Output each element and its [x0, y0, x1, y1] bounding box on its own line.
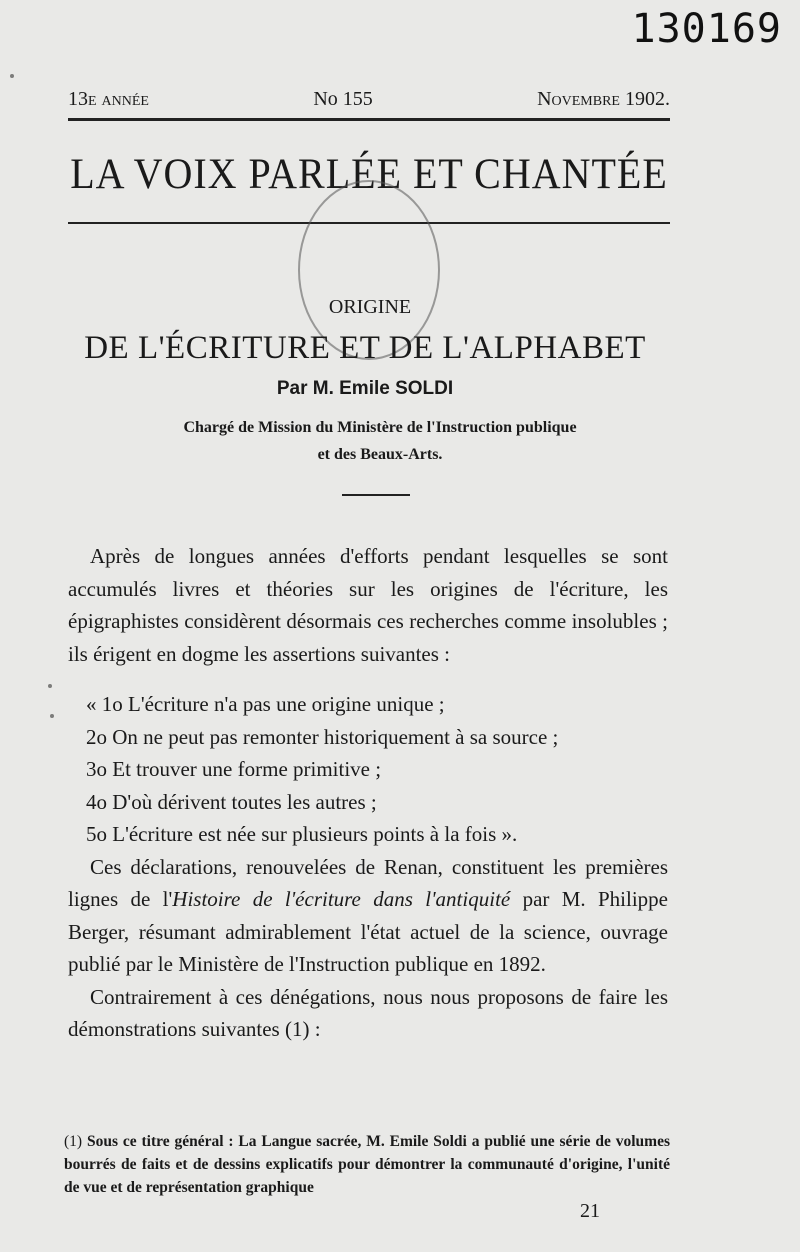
catalog-number: 130169 [631, 6, 782, 52]
footnote [64, 1130, 670, 1199]
assertion-item: 2o On ne peut pas remonter historiquement à sa source ; [86, 724, 559, 749]
affiliation-line-1: Chargé de Mission du Ministère de l'Instruction publique [183, 419, 577, 436]
section-kicker: ORIGINE [328, 296, 412, 318]
body-paragraph-3: Contrairement à ces dénégations, nous nous proposons de faire les démonstrations suivantes (1) : [68, 984, 668, 1041]
byline: Par M. Emile SOLDI [276, 378, 454, 399]
scan-speck [50, 714, 54, 718]
footnote-mark: (1) [64, 1133, 83, 1150]
body-paragraph-2 [68, 851, 668, 981]
footnote-text: Sous ce titre général : La Langue sacrée, M. Emile Soldi a publié une série de volumes bourrés de faits et de dessins explicatifs pour démontrer la communauté d'origine, l'unité de vue et de représentation graphique [64, 1133, 670, 1196]
scan-speck [48, 684, 52, 688]
article-body [68, 540, 668, 1046]
affiliation [60, 414, 700, 468]
article-title: DE L'ÉCRITURE ET DE L'ALPHABET [84, 330, 646, 366]
cited-work-title: Histoire de l'écriture dans l'antiquité [172, 887, 511, 911]
paragraph-2-text-end: par M. Philippe Berger, résumant admirablement l'état actuel de la science, ouvrage publié par le Ministère de l'Instruction publique en 1892. [68, 887, 669, 976]
running-header [68, 88, 670, 111]
assertion-item: 3o Et trouver une forme primitive ; [86, 757, 382, 781]
assertion-item: 5o L'écriture est née sur plusieurs points à la fois ». [86, 822, 518, 846]
affiliation-line-2: et des Beaux-Arts. [317, 446, 443, 463]
header-year: 13e année [68, 88, 149, 110]
header-date: Novembre 1902. [537, 88, 670, 110]
section-divider [342, 494, 410, 496]
assertion-item: 4o D'où dérivent toutes les autres ; [86, 789, 377, 814]
journal-title: LA VOIX PARLÉE ET CHANTÉE [70, 149, 668, 198]
header-rule [68, 118, 670, 121]
paragraph-2-text-start: Ces déclarations, renouvelées de Renan, constituent les premières lignes de l' [68, 854, 668, 911]
scan-speck [10, 74, 14, 78]
assertion-item: « 1o L'écriture n'a pas une origine unique ; [86, 692, 445, 716]
header-issue: No 155 [313, 88, 373, 110]
body-paragraph-1: Après de longues années d'efforts pendant lesquelles se sont accumulés livres et théories sur les origines de l'écriture, les épigraphistes considèrent désormais ces recherches comme insolubles ; ils érigent en dogme les assertions suivantes : [68, 544, 668, 666]
page-number: 21 [580, 1200, 600, 1222]
